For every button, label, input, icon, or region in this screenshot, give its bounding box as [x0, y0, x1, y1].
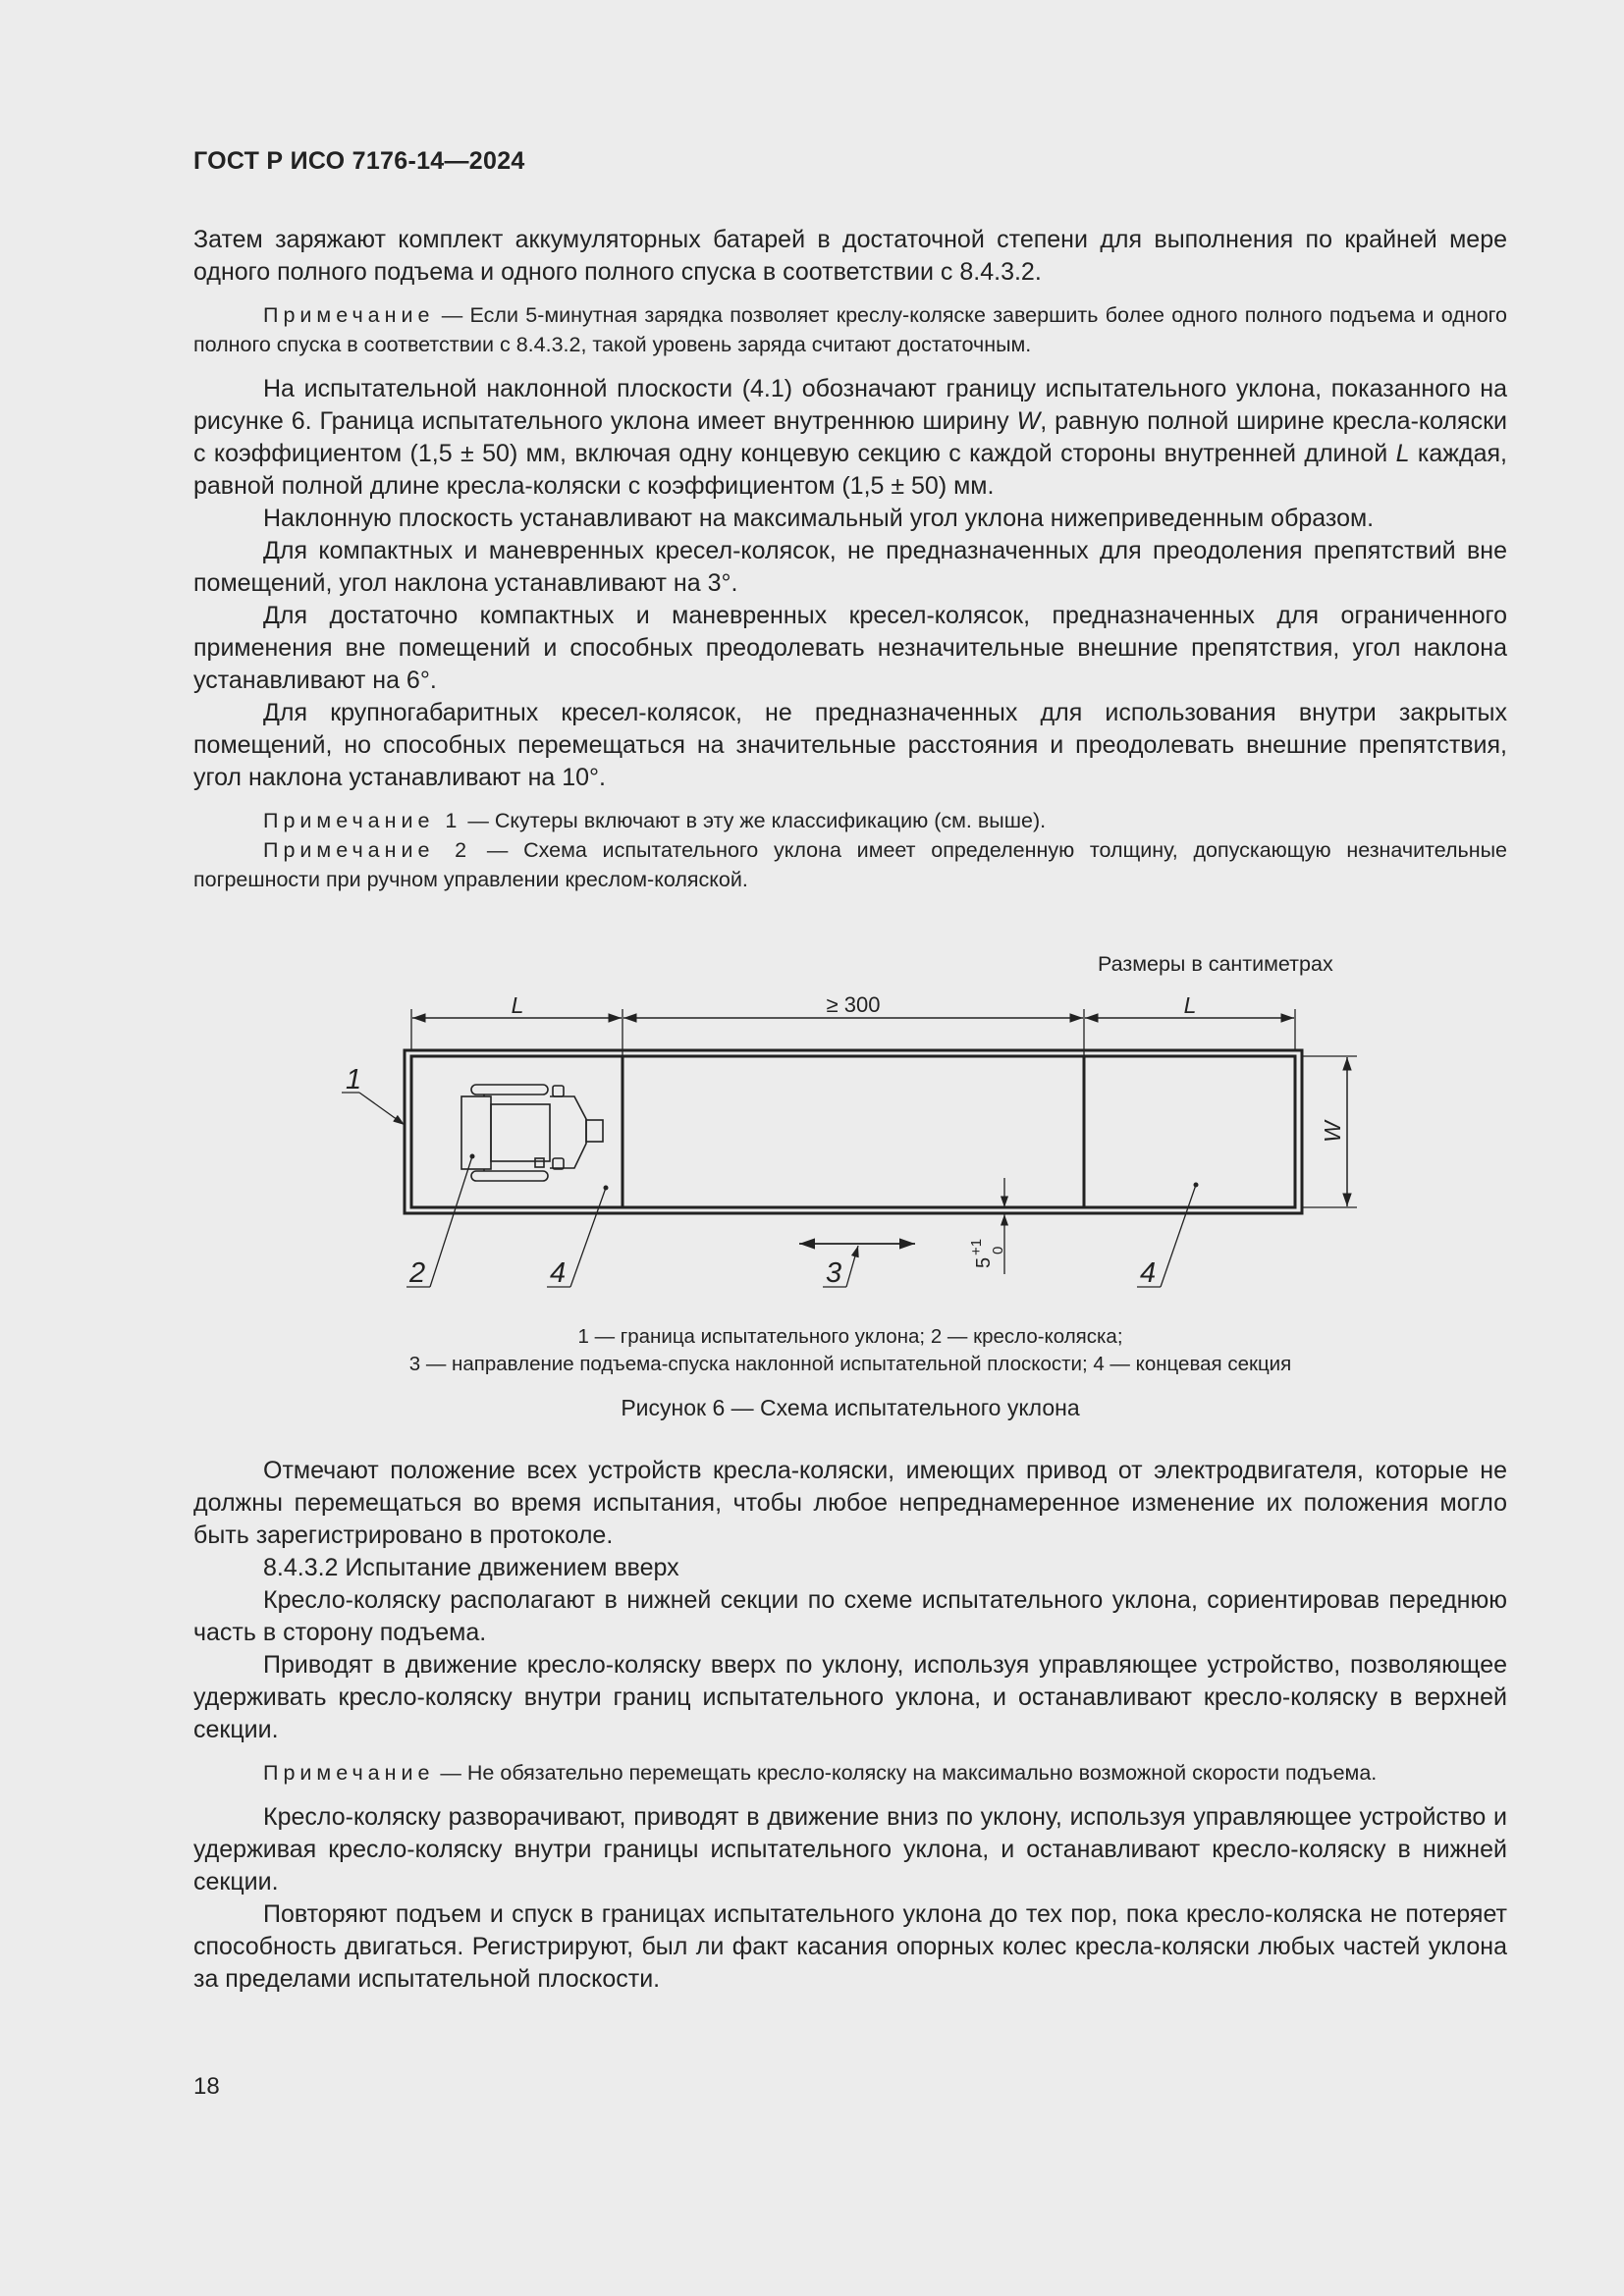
- text-run: На испытательной наклонной плоскости (4.1) обозначают границу испытательного уклона, показанного на рисунке 6. Граница испытательного уклона имеет внутреннюю ширину: [193, 375, 1507, 435]
- leader-3: [846, 1246, 858, 1287]
- leader-4-right: [1161, 1185, 1196, 1287]
- slope-boundary-outer: [405, 1050, 1302, 1213]
- thickness-lower-tol: 0: [990, 1246, 1006, 1255]
- dim-label-300: ≥ 300: [826, 992, 881, 1017]
- text-block-top: [193, 224, 1507, 894]
- dim-label-L: L: [511, 992, 524, 1018]
- symbol-L: L: [1395, 440, 1410, 467]
- slope-boundary-inner: [411, 1056, 1295, 1207]
- page-number: 18: [193, 2073, 220, 2100]
- thickness-value: 5: [973, 1256, 995, 1268]
- paragraph: Приводят в движение кресло-коляску вверх по уклону, используя управляющее устройство, позволяющее удерживать кресло-коляску внутри границ испытательного уклона, и останавливают кресло-коляску в верхней секции.: [193, 1651, 1507, 1743]
- figure-title: Рисунок 6 — Схема испытательного уклона: [621, 1395, 1080, 1420]
- paragraph: Повторяют подъем и спуск в границах испытательного уклона до тех пор, пока кресло-коляска не потеряет способность двигаться. Регистрируют, был ли факт касания опорных колес кресла-коляски любых частей уклона за пределами испытательной плоскости.: [193, 1900, 1507, 1993]
- note-text: — Если 5-минутная зарядка позволяет креслу-коляске завершить более одного полного подъема и одного полного спуска в соответствии с 8.4.3.2, такой уровень заряда считают достаточным.: [193, 303, 1507, 356]
- test-slope-diagram: [324, 947, 1375, 1310]
- leader-dot: [604, 1186, 609, 1191]
- paragraph: Для компактных и маневренных кресел-колясок, не предназначенных для преодоления препятствий вне помещений, угол наклона устанавливают на 3°.: [193, 537, 1507, 597]
- thickness-upper-tol: +1: [968, 1238, 985, 1255]
- wheelchair-footrest-frame: [550, 1096, 586, 1168]
- paragraph: Для крупногабаритных кресел-колясок, не предназначенных для использования внутри закрытых помещений, но способных перемещаться на значительные расстояния и преодолевать внешние препятствия, угол наклона устанавливают на 10°.: [193, 699, 1507, 791]
- paragraph: Для достаточно компактных и маневренных кресел-колясок, предназначенных для ограниченного применения вне помещений и способных преодолевать незначительные внешние препятствия, угол наклона устанавливают на 6°.: [193, 602, 1507, 694]
- text-run: , равную полной ширине кресла-коляски с коэффициентом (1,5 ± 50) мм, включая одну концевую секцию с каждой стороны внутренней длиной: [193, 407, 1507, 467]
- note-text: — Скутеры включают в эту же классификацию (см. выше).: [461, 809, 1047, 832]
- note: [193, 1758, 1507, 1788]
- dim-label-L: L: [1183, 992, 1197, 1018]
- note-text: — Схема испытательного уклона имеет определенную толщину, допускающую незначительные погрешности при ручном управлении креслом-коляской.: [193, 838, 1508, 891]
- paragraph: Затем заряжают комплект аккумуляторных батарей в достаточной степени для выполнения по крайней мере одного полного подъема и одного полного спуска в соответствии с 8.4.3.2.: [193, 226, 1507, 286]
- section-heading: 8.4.3.2 Испытание движением вверх: [263, 1554, 679, 1581]
- leader-2: [430, 1156, 472, 1287]
- text-run: каждая, равной полной длине кресла-коляски с коэффициентом (1,5 ± 50) мм.: [193, 440, 1507, 500]
- wheelchair-wheel-left: [471, 1085, 548, 1095]
- paragraph: Отмечают положение всех устройств кресла-коляски, имеющих привод от электродвигателя, которые не должны перемещаться во время испытания, чтобы любое непреднамеренное изменение их положения могло быть зарегистрировано в протоколе.: [193, 1457, 1507, 1549]
- paragraph: Наклонную плоскость устанавливают на максимальный угол уклона нижеприведенным образом.: [263, 505, 1375, 532]
- note-text: — Не обязательно перемещать кресло-коляску на максимально возможной скорости подъема.: [434, 1761, 1378, 1785]
- wheelchair-footplate: [586, 1120, 603, 1142]
- dim-label-W: W: [1320, 1121, 1345, 1143]
- caster-wheel: [553, 1086, 564, 1096]
- callout-1: 1: [346, 1064, 362, 1095]
- wheelchair-wheel-right: [471, 1171, 548, 1181]
- figure-key-line: 1 — граница испытательного уклона; 2 — кресло-коляска;: [577, 1325, 1123, 1348]
- figure-key-line: 3 — направление подъема-спуска наклонной испытательной плоскости; 4 — концевая секция: [408, 1353, 1292, 1375]
- note-label: Примечание: [263, 1761, 435, 1785]
- document-header: ГОСТ Р ИСО 7176-14—2024: [193, 147, 525, 175]
- note: [193, 835, 1507, 894]
- note-label: Примечание: [263, 303, 435, 327]
- dimensions-note: Размеры в сантиметрах: [1098, 952, 1333, 976]
- callout-4: 4: [1140, 1257, 1157, 1289]
- callout-2: 2: [409, 1257, 426, 1289]
- callout-3: 3: [826, 1257, 842, 1289]
- paragraph: Кресло-коляску располагают в нижней секции по схеме испытательного уклона, сориентировав переднюю часть в сторону подъема.: [193, 1586, 1507, 1646]
- note: [193, 806, 1507, 835]
- note-label: Примечание 2: [263, 838, 472, 862]
- paragraph: [193, 373, 1507, 503]
- wheelchair-icon: [461, 1085, 603, 1181]
- leader-4-left: [570, 1188, 606, 1287]
- thickness-label: [968, 1239, 1006, 1268]
- symbol-W: W: [1016, 407, 1041, 435]
- note-label: Примечание 1: [263, 809, 462, 832]
- text-block-bottom: [193, 1455, 1507, 1996]
- paragraph: Кресло-коляску разворачивают, приводят в движение вниз по уклону, используя управляющее устройство и удерживая кресло-коляску внутри границы испытательного уклона, и останавливают кресло-коляску в нижней секции.: [193, 1803, 1507, 1896]
- leader-1: [359, 1093, 405, 1125]
- wheelchair-backrest: [461, 1096, 491, 1169]
- callout-4: 4: [550, 1257, 567, 1289]
- leader-dot: [470, 1154, 475, 1159]
- note: [193, 300, 1507, 359]
- wheelchair-control: [535, 1158, 544, 1167]
- leader-dot: [1194, 1183, 1199, 1188]
- wheelchair-seat: [491, 1104, 550, 1161]
